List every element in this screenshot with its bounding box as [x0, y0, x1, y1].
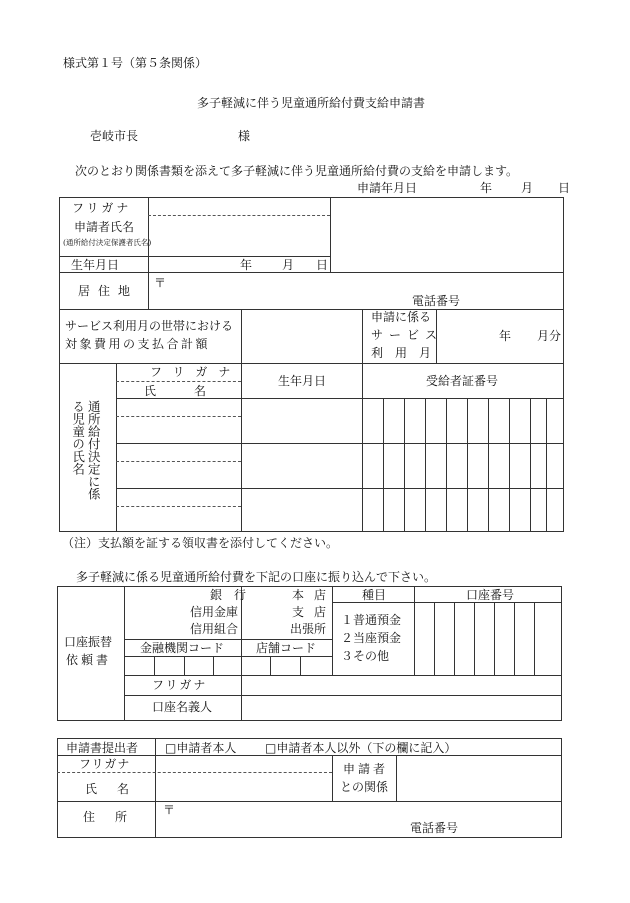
child-name-input[interactable]: [117, 462, 240, 487]
bank-section-label-line2: 依頼書: [66, 653, 112, 667]
birth-day-unit: 日: [316, 258, 329, 272]
service-month-label-line1: 申請に係る: [371, 310, 432, 324]
bank-section-label-line1: 口座振替: [64, 635, 113, 649]
honorific: 様: [238, 129, 251, 143]
service-month-label-line2: サービス: [371, 328, 444, 342]
submitter-name-label: 氏名: [85, 782, 150, 796]
total-cost-input[interactable]: [242, 310, 361, 362]
bank-instruction: 多子軽減に係る児童通所給付費を下記の口座に振り込んで下さい。: [76, 570, 437, 584]
submitter-option-other[interactable]: □申請者本人以外（下の欄に記入）: [265, 741, 457, 755]
submitter-furigana-label: フリガナ: [79, 757, 131, 771]
submitter-phone-label: 電話番号: [410, 821, 459, 835]
child-name-input[interactable]: [117, 507, 240, 530]
holder-name-input[interactable]: [242, 696, 560, 719]
holder-name-label: 口座名義人: [152, 700, 213, 714]
relation-label-line2: との関係: [340, 780, 389, 794]
submitter-label: 申請書提出者: [66, 741, 139, 755]
submitter-name-input[interactable]: [156, 773, 331, 800]
form-number: 様式第１号（第５条関係）: [63, 56, 208, 70]
bank-type-bank: 銀行: [210, 588, 259, 602]
holder-furigana-label: フリガナ: [152, 678, 208, 692]
branch-type-sub: 出張所: [290, 622, 327, 636]
child-birth-header: 生年月日: [278, 374, 327, 388]
account-type-header: 種目: [362, 588, 387, 602]
birth-year-unit: 年: [240, 258, 253, 272]
children-section-label: 通所給付決定に係る児童の氏名: [70, 400, 102, 500]
service-year-unit: 年: [499, 329, 512, 343]
account-number-header: 口座番号: [466, 588, 515, 602]
receipt-note: （注）支払額を証する領収書を添付してください。: [62, 536, 339, 550]
applicant-name-note: (通所給付決定保護者氏名): [63, 238, 152, 247]
application-day-unit: 日: [558, 181, 571, 195]
bank-type-shinkin: 信用金庫: [190, 605, 239, 619]
branch-type-head: 本店: [292, 588, 337, 602]
address-label: 居住地: [78, 284, 139, 298]
child-name-header: 氏名: [144, 384, 245, 398]
addressee: 壱岐市長: [90, 129, 139, 143]
applicant-name-input[interactable]: [149, 216, 329, 256]
phone-label: 電話番号: [412, 294, 461, 308]
application-year-unit: 年: [480, 181, 493, 195]
application-month-unit: 月: [521, 181, 534, 195]
child-furigana-header: フリガナ: [150, 365, 242, 379]
postal-mark: 〒: [154, 276, 167, 290]
total-cost-label-line1: サービス利用月の世帯における: [65, 319, 234, 333]
total-cost-label-line2: 対象費用の支払合計額: [65, 337, 211, 351]
submitter-address-label: 住所: [83, 810, 148, 824]
relation-label-line1: 申請者: [343, 762, 389, 776]
branch-type-branch: 支店: [292, 605, 337, 619]
account-type-current: ２当座預金: [341, 631, 402, 645]
bank-type-credit-union: 信用組合: [190, 622, 239, 636]
address-input[interactable]: [165, 274, 405, 308]
bank-code-label: 金融機関コード: [140, 641, 225, 655]
child-name-input[interactable]: [117, 417, 240, 442]
birth-month-unit: 月: [282, 258, 295, 272]
submitter-option-self[interactable]: □申請者本人: [165, 741, 237, 755]
service-month-unit: 月分: [537, 329, 562, 343]
service-month-label-line3: 利用月: [371, 346, 444, 360]
branch-code-label: 店舗コード: [256, 641, 317, 655]
relation-input[interactable]: [397, 756, 560, 800]
account-type-other: ３その他: [341, 649, 390, 663]
applicant-name-label: 申請者氏名: [74, 220, 135, 234]
application-date-label: 申請年月日: [357, 181, 418, 195]
birth-date-label: 生年月日: [71, 258, 120, 272]
furigana-label: フリガナ: [72, 201, 132, 215]
certificate-number-header: 受給者証番号: [426, 374, 499, 388]
intro-text: 次のとおり関係書類を添えて多子軽減に伴う児童通所給付費の支給を申請します。: [75, 164, 519, 178]
submitter-address-input[interactable]: [175, 803, 400, 835]
form-title: 多子軽減に伴う児童通所給付費支給申請書: [197, 96, 426, 110]
submitter-postal-mark: 〒: [163, 803, 176, 817]
account-type-ordinary: １普通預金: [341, 613, 402, 627]
